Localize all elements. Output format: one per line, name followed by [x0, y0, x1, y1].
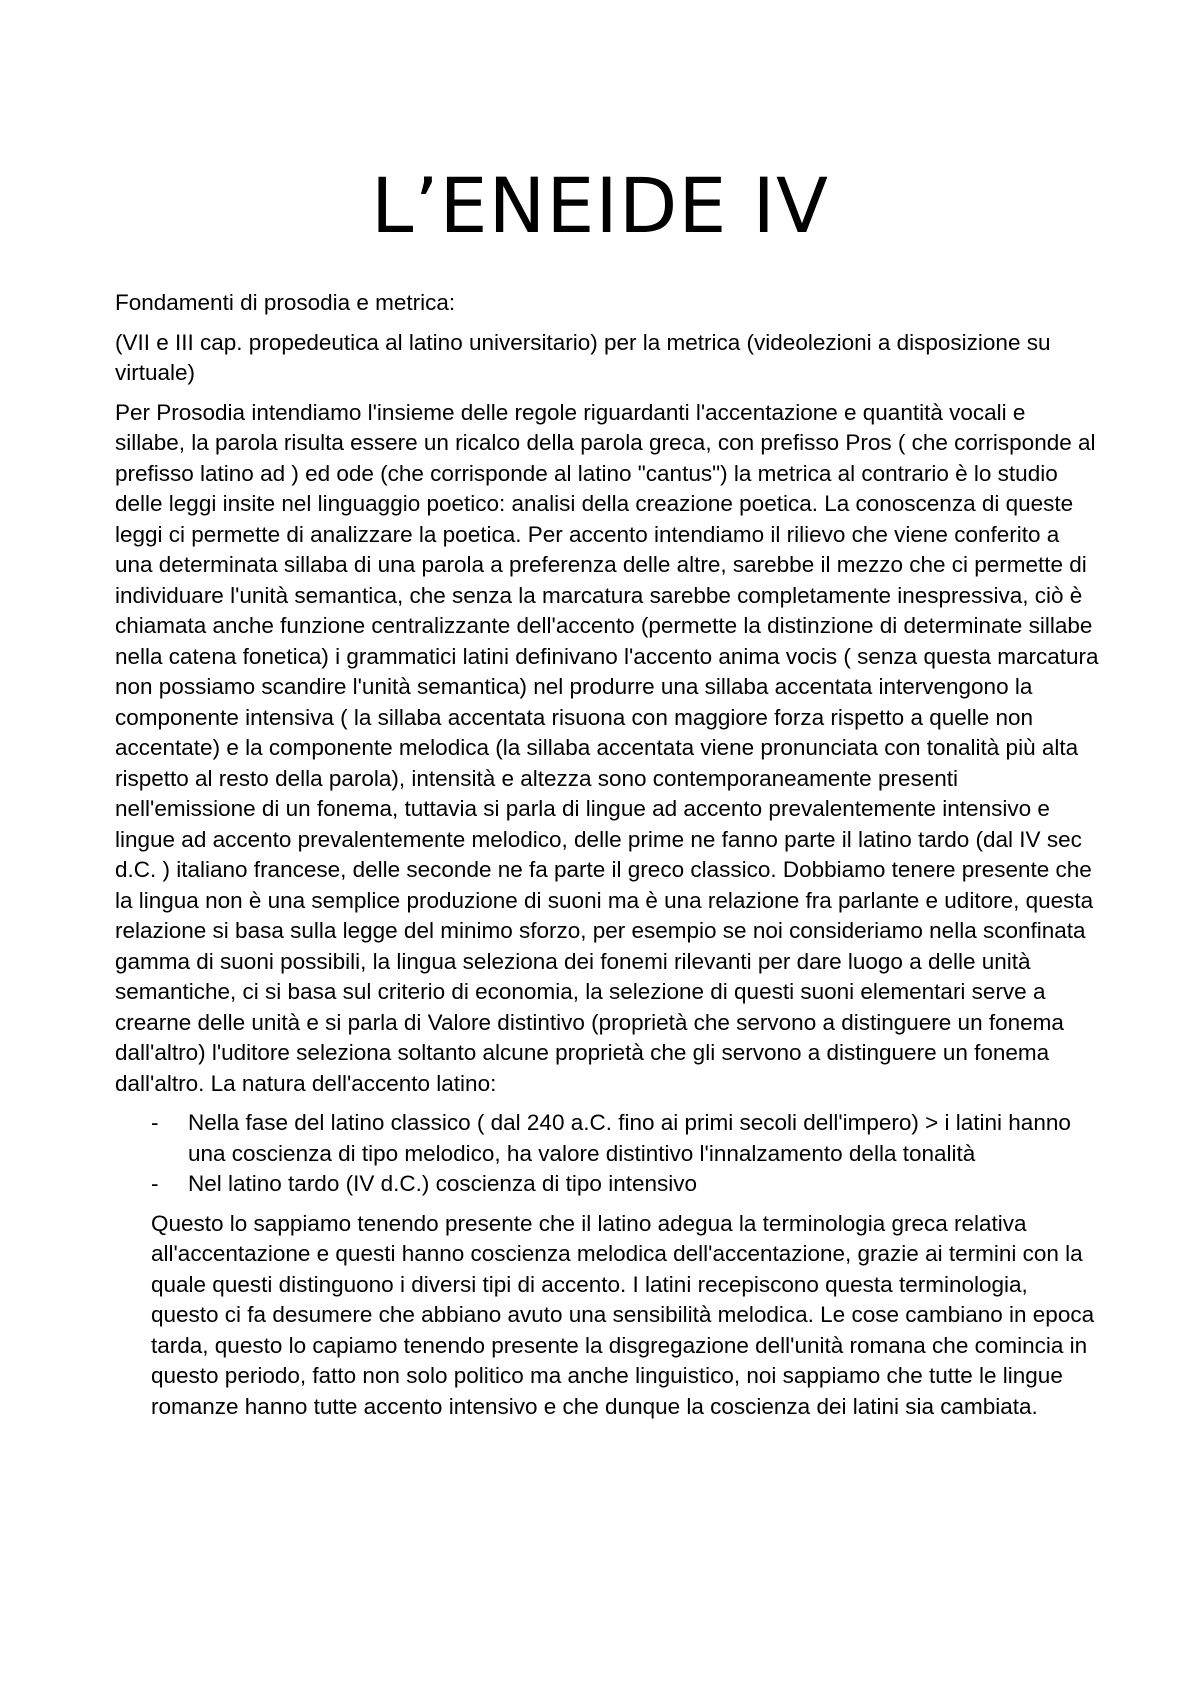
list-dash: - [151, 1171, 159, 1196]
section-heading: Fondamenti di prosodia e metrica: [115, 290, 456, 315]
document-title: L’ENEIDE IV [371, 161, 829, 250]
closing-paragraph: Questo lo sappiamo tenendo presente che il latino adegua la terminologia greca relativa all'accentazione e questi hanno coscienza melodica dell'accentazione, grazie ai termini con la quale questi distinguono i diversi tipi di accento. I latini recepiscono questa terminologia, questo ci fa desumere che abbiano avuto una sensibilità melodica. Le cose cambiano in epoca tarda, questo lo capiamo tenendo presente la disgregazione dell'unità romana che comincia in questo periodo, fatto non solo politico ma anche linguistico, noi sappiamo che tutte le lingue romanze hanno tutte accento intensivo e che dunque la coscienza dei latini sia cambiata. [151, 1210, 1095, 1419]
list-item-text: Nella fase del latino classico ( dal 240 a.C. fino ai primi secoli dell'impero) > i latini hanno una coscienza di tipo melodico, ha valore distintivo l'innalzamento della tonalità [188, 1110, 1071, 1166]
document-body [115, 288, 1100, 1422]
list-item [115, 1169, 1100, 1200]
accent-list [115, 1108, 1100, 1200]
list-item-text: Nel latino tardo (IV d.C.) coscienza di tipo intensivo [188, 1171, 697, 1196]
list-item [115, 1108, 1100, 1169]
list-dash: - [151, 1110, 159, 1135]
reference-note: (VII e III cap. propedeutica al latino universitario) per la metrica (videolezioni a disposizione su virtuale) [115, 329, 1051, 385]
main-paragraph: Per Prosodia intendiamo l'insieme delle regole riguardanti l'accentazione e quantità vocali e sillabe, la parola risulta essere un ricalco della parola greca, con prefisso Pros ( che corrisponde al prefisso latino ad ) ed ode (che corrisponde al latino "cantus") la metrica al contrario è lo studio delle leggi insite nel linguaggio poetico: analisi della creazione poetica. La conoscenza di queste leggi ci permette di analizzare la poetica. Per accento intendiamo il rilievo che viene conferito a una determinata sillaba di una parola a preferenza delle altre, sarebbe il mezzo che ci permette di individuare l'unità semantica, che senza la marcatura sarebbe completamente inespressiva, ciò è chiamata anche funzione centralizzante dell'accento (permette la distinzione di determinate sillabe nella catena fonetica) i grammatici latini definivano l'accento anima vocis ( senza questa marcatura non possiamo scandire l'unità semantica) nel produrre una sillaba accentata intervengono la componente intensiva ( la sillaba accentata risuona con maggiore forza rispetto a quelle non accentate) e la componente melodica (la sillaba accentata viene pronunciata con tonalità più alta rispetto al resto della parola), intensità e altezza sono contemporaneamente presenti nell'emissione di un fonema, tuttavia si parla di lingue ad accento prevalentemente intensivo e lingue ad accento prevalentemente melodico, delle prime ne fanno parte il latino tardo (dal IV sec d.C. ) italiano francese, delle seconde ne fa parte il greco classico. Dobbiamo tenere presente che la lingua non è una semplice produzione di suoni ma è una relazione fra parlante e uditore, questa relazione si basa sulla legge del minimo sforzo, per esempio se noi consideriamo nella sconfinata gamma di suoni possibili, la lingua seleziona dei fonemi rilevanti per dare luogo a delle unità semantiche, ci si basa sul criterio di economia, la selezione di questi suoni elementari serve a crearne delle unità e si parla di Valore distintivo (proprietà che servono a distinguere un fonema dall'altro) l'uditore seleziona soltanto alcune proprietà che gli servono a distinguere un fonema dall'altro. La natura dell'accento latino: [115, 399, 1099, 1096]
